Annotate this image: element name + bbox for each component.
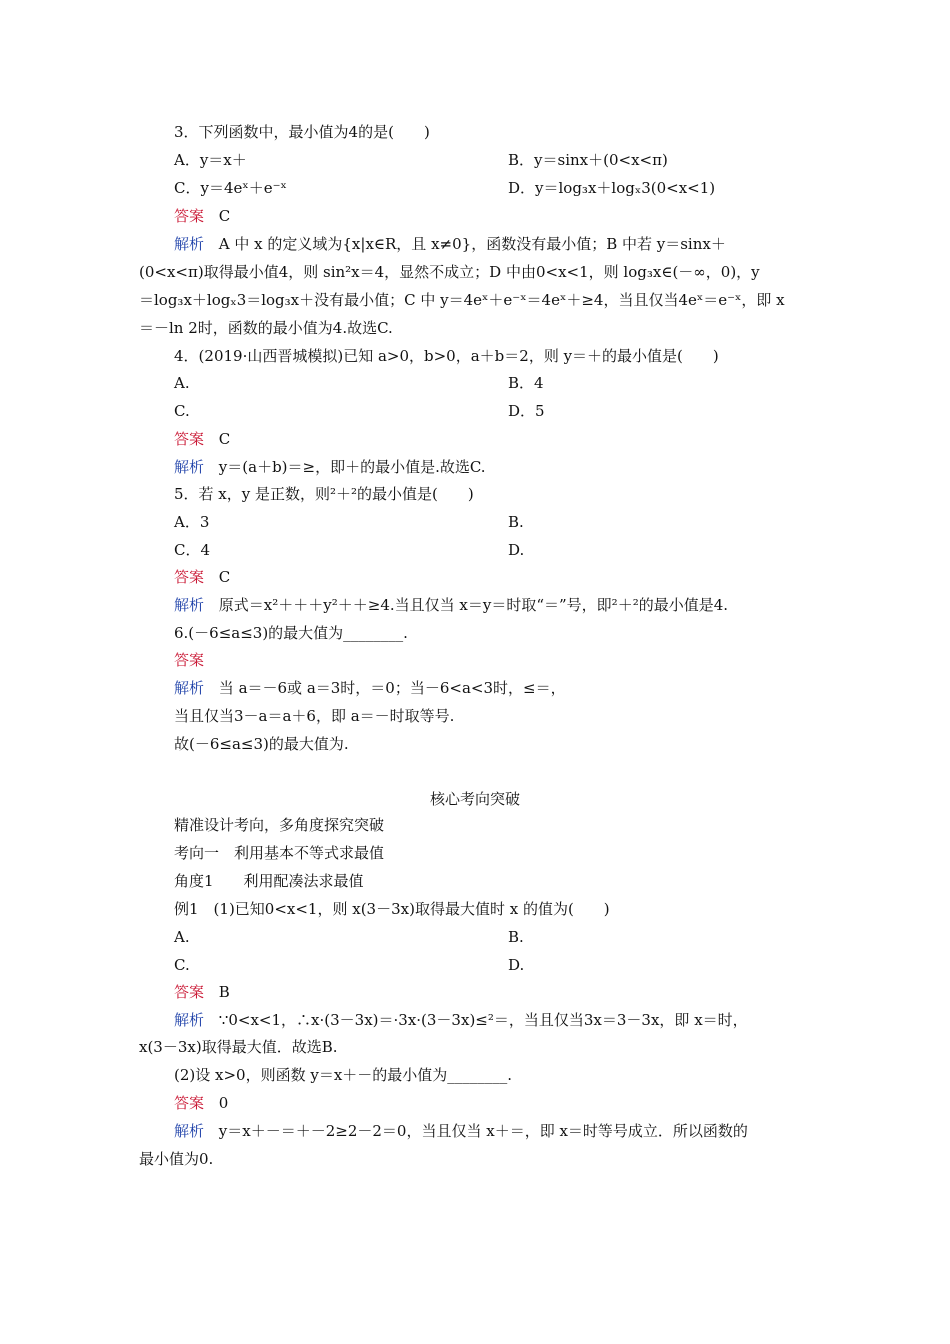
- angle-heading: 角度1 利用配凑法求最值: [174, 872, 364, 890]
- section-subtitle: 精准设计考向，多角度探究突破: [174, 816, 385, 834]
- section-title: 核心考向突破: [429, 790, 520, 808]
- q5-option-d: D.: [508, 541, 525, 559]
- ex1-option-c: C.: [174, 956, 190, 974]
- q4-explain-line: [174, 456, 486, 478]
- ex1-option-d: D.: [508, 956, 525, 974]
- q3-explain-line-4: ＝－ln 2时，函数的最小值为4.故选C.: [139, 319, 393, 337]
- ex1-explain-line-2: x(3－3x)取得最大值．故选B.: [139, 1038, 338, 1056]
- q6-stem: 6.(－6≤a≤3)的最大值为________.: [174, 624, 408, 642]
- q3-option-a: A．y＝x＋: [174, 151, 247, 169]
- q4-stem: 4．(2019·山西晋城模拟)已知 a>0，b>0，a＋b＝2，则 y＝＋的最小值是( ): [174, 347, 719, 365]
- answer-label: 答案: [174, 568, 205, 586]
- answer-value: C: [218, 568, 231, 586]
- explain-text: ∵0<x<1，∴x·(3－3x)＝·3x·(3－3x)≤²＝，当且仅当3x＝3－3x，即 x＝时，: [218, 1011, 748, 1029]
- answer-value: 0: [218, 1094, 229, 1112]
- ex1-answer-line: [174, 981, 230, 1003]
- ex1-part2-explain-line-1: [174, 1120, 748, 1142]
- explain-text: 当 a＝－6或 a＝3时，＝0；当－6<a<3时，≤＝，: [218, 679, 566, 697]
- q3-stem: 3．下列函数中，最小值为4的是( ): [174, 123, 430, 141]
- ex1-part2-stem: (2)设 x>0，则函数 y＝x＋－的最小值为________.: [174, 1066, 513, 1084]
- q4-option-a: A.: [174, 374, 190, 392]
- q5-option-c: C．4: [174, 541, 211, 559]
- explain-text: y＝x＋－＝＋－2≥2－2＝0，当且仅当 x＋＝，即 x＝时等号成立．所以函数的: [218, 1122, 748, 1140]
- q3-explain-line-3: ＝log₃x＋logₓ3＝log₃x＋没有最小值；C 中 y＝4eˣ＋e⁻ˣ＝4eˣ＋≥4，当且仅当4eˣ＝e⁻ˣ，即 x: [139, 291, 785, 309]
- explain-label: 解析: [174, 1122, 205, 1140]
- ex1-part2-explain-line-2: 最小值为0.: [139, 1150, 214, 1168]
- ex1-part2-answer-line: [174, 1092, 228, 1114]
- q4-answer-line: [174, 428, 230, 450]
- explain-label: 解析: [174, 679, 205, 697]
- q5-option-a: A．3: [174, 513, 210, 531]
- explain-text: y＝(a＋b)＝≥，即＋的最小值是.故选C.: [218, 458, 486, 476]
- explain-label: 解析: [174, 596, 205, 614]
- q5-explain-line: [174, 594, 728, 616]
- answer-label: 答案: [174, 651, 205, 669]
- q6-answer-line: [174, 649, 214, 671]
- q4-option-d: D．5: [508, 402, 545, 420]
- answer-label: 答案: [174, 1094, 205, 1112]
- q3-option-c: C．y＝4eˣ＋e⁻ˣ: [174, 179, 287, 197]
- q3-option-b: B．y＝sinx＋(0<x<π): [508, 151, 668, 169]
- answer-label: 答案: [174, 207, 205, 225]
- q3-explain-line-2: (0<x<π)取得最小值4，则 sin²x＝4，显然不成立；D 中由0<x<1，则 log₃x∈(－∞，0)，y: [139, 263, 760, 281]
- explain-label: 解析: [174, 458, 205, 476]
- q3-option-d: D．y＝log₃x＋logₓ3(0<x<1): [508, 179, 716, 197]
- answer-label: 答案: [174, 430, 205, 448]
- explain-label: 解析: [174, 1011, 205, 1029]
- q6-explain-line-3: 故(－6≤a≤3)的最大值为.: [174, 735, 349, 753]
- answer-value: B: [218, 983, 230, 1001]
- ex1-stem: 例1 (1)已知0<x<1，则 x(3－3x)取得最大值时 x 的值为( ): [174, 900, 610, 918]
- q5-answer-line: [174, 566, 230, 588]
- q6-explain-line-2: 当且仅当3－a＝a＋6，即 a＝－时取等号.: [174, 707, 455, 725]
- q3-explain-line-1: [174, 233, 726, 255]
- q5-option-b: B.: [508, 513, 524, 531]
- explain-label: 解析: [174, 235, 205, 253]
- explain-text: 原式＝x²＋＋＋y²＋＋≥4.当且仅当 x＝y＝时取“＝”号，即²＋²的最小值是4.: [218, 596, 729, 614]
- q4-option-b: B．4: [508, 374, 544, 392]
- answer-value: C: [218, 207, 231, 225]
- q3-answer-line: [174, 205, 230, 227]
- answer-value: C: [218, 430, 231, 448]
- ex1-explain-line-1: [174, 1009, 748, 1031]
- q4-option-c: C.: [174, 402, 190, 420]
- explain-text: A 中 x 的定义域为{x|x∈R，且 x≠0}，函数没有最小值；B 中若 y＝sinx＋: [218, 235, 726, 253]
- ex1-option-b: B.: [508, 928, 524, 946]
- answer-label: 答案: [174, 983, 205, 1001]
- q5-stem: 5．若 x，y 是正数，则²＋²的最小值是( ): [174, 485, 474, 503]
- direction-heading: 考向一 利用基本不等式求最值: [174, 844, 385, 862]
- q6-explain-line-1: [174, 677, 566, 699]
- ex1-option-a: A.: [174, 928, 190, 946]
